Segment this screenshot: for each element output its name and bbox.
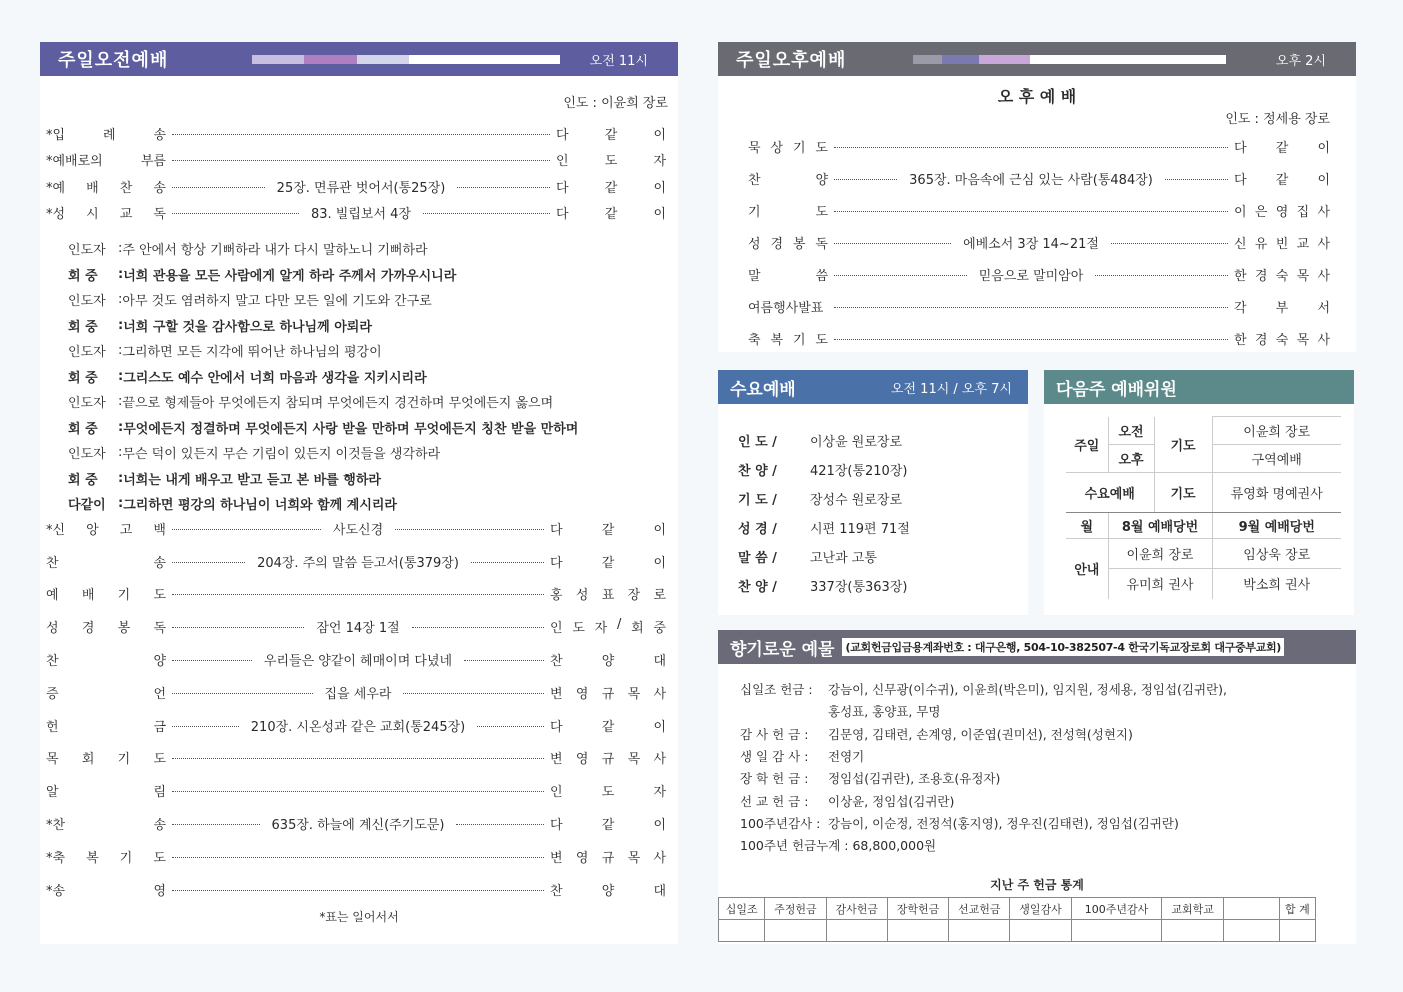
offering-category: 장 학 헌 금 : <box>740 771 809 787</box>
offering-names: 김문영, 김태련, 손계영, 이준엽(권미선), 전성혁(성현지) <box>828 726 1133 742</box>
item-person: 다 같 이 <box>556 127 666 143</box>
item-person: 다 같 이 <box>556 180 666 196</box>
offering-names: 전영기 <box>828 749 865 765</box>
morning-order-top <box>40 120 678 226</box>
offering-list <box>718 664 1356 856</box>
leader-dots <box>172 529 321 530</box>
leader-dots <box>464 660 544 661</box>
leader-dots <box>172 660 252 661</box>
wednesday-header <box>718 370 1028 404</box>
offering-names: 강늠이, 이순정, 전정석(홍지영), 정우진(김태련), 정임섭(김귀란) <box>828 815 1179 831</box>
afternoon-service-header <box>718 42 1356 76</box>
afternoon-item-row <box>748 258 1330 290</box>
next-week-table <box>1066 416 1341 599</box>
leader-dots <box>834 243 951 244</box>
wednesday-time: 오전 11시 / 오후 7시 <box>890 381 1012 397</box>
leader-dots <box>834 275 967 276</box>
month-label: 월 <box>1066 513 1108 539</box>
item-person: 변 영 규 목 사 <box>550 752 666 768</box>
item-label: 성 경 봉 독 <box>748 236 828 252</box>
item-label: 증 언 <box>46 686 166 702</box>
wednesday-item-value: 장성수 원로장로 <box>810 493 903 508</box>
morning-item-row <box>46 840 666 873</box>
morning-service-header <box>40 42 678 76</box>
wednesday-item-label: 찬 양 / <box>738 464 777 479</box>
morning-item-row <box>46 873 666 906</box>
afternoon-item-row <box>748 226 1330 258</box>
speaker: 인도자 <box>68 294 106 310</box>
afternoon-item-row <box>748 290 1330 322</box>
offering-header <box>718 630 1356 664</box>
item-person: 다 같 이 <box>550 818 666 834</box>
item-person: 다 같 이 <box>550 719 666 735</box>
leader-dots <box>1165 179 1228 180</box>
morning-item-row <box>46 173 666 200</box>
item-detail: 83. 빌립보서 4장 <box>311 207 412 223</box>
item-label: *성 시 교 독 <box>46 207 166 223</box>
responsive-line <box>40 262 678 288</box>
wednesday-item <box>738 571 1028 600</box>
afternoon-item-row <box>748 322 1330 354</box>
item-person: 인 도 자 <box>550 785 666 801</box>
morning-service-panel <box>40 42 678 944</box>
item-person: 다 같 이 <box>556 207 667 223</box>
item-person: 찬 양 대 <box>550 883 666 899</box>
header-decor-bar <box>862 55 1226 64</box>
afternoon-service-title: 주일오후예배 <box>736 50 847 71</box>
aug-guide-2: 유미희 권사 <box>1108 569 1212 599</box>
responsive-text: 그리하면 평강의 하나님이 너희와 함께 계시리라 <box>123 498 397 514</box>
offering-names: 이상윤, 정임섭(김귀란) <box>828 793 955 809</box>
wednesday-item <box>738 484 1028 513</box>
offering-category: 선 교 헌 금 : <box>740 793 809 809</box>
colon: : <box>118 266 124 282</box>
sunday-label: 주일 <box>1066 417 1108 473</box>
wednesday-item-label: 말 씀 / <box>738 551 777 566</box>
standing-footnote: *표는 일어서서 <box>319 909 399 924</box>
stats-cell <box>765 920 826 942</box>
stats-cell <box>826 920 887 942</box>
wednesday-item <box>738 426 1028 455</box>
item-label: 묵 상 기 도 <box>748 140 828 156</box>
wednesday-order <box>718 404 1028 600</box>
item-label: 찬 양 <box>46 654 166 670</box>
speaker: 회 중 <box>68 319 98 335</box>
leader-dots <box>172 187 265 188</box>
wed-prayer-name: 류영화 명예권사 <box>1212 473 1341 513</box>
morning-item-row <box>46 774 666 807</box>
item-detail: 635장. 하늘에 계신(주기도문) <box>271 818 445 834</box>
responsive-text: 끝으로 형제들아 무엇에든지 참되며 무엇에든지 경건하며 무엇에든지 옳으며 <box>122 396 554 412</box>
afternoon-subtitle: 오 후 예 배 <box>997 87 1077 106</box>
item-label: *신 앙 고 백 <box>46 522 166 538</box>
responsive-line <box>40 287 678 313</box>
am-prayer-name: 이윤희 장로 <box>1212 417 1341 445</box>
afternoon-item-row <box>748 162 1330 194</box>
leader-dots <box>172 594 544 595</box>
next-week-panel <box>1044 370 1354 615</box>
stats-cell <box>949 920 1010 942</box>
stats-col-header: 감사헌금 <box>826 898 887 920</box>
guide-label: 안내 <box>1074 563 1100 579</box>
item-label: *예 배 찬 송 <box>46 180 166 196</box>
item-person: 다 같 이 <box>1234 172 1330 188</box>
morning-item-row <box>46 200 666 227</box>
item-person: 다 같 이 <box>550 522 667 538</box>
leader-dots <box>172 213 299 214</box>
leader-dots <box>834 307 1228 308</box>
offering-line <box>740 789 1356 811</box>
responsive-line <box>40 313 678 339</box>
morning-item-row <box>46 742 666 775</box>
item-label: 찬 송 <box>46 555 166 571</box>
leader-dots <box>471 562 544 563</box>
wednesday-item <box>738 513 1028 542</box>
leader-dots <box>395 529 544 530</box>
speaker: 인도자 <box>68 396 106 412</box>
item-person: 한 경 숙 목 사 <box>1234 268 1331 284</box>
stats-col-header: 장학헌금 <box>887 898 948 920</box>
item-label: 여름행사발표 <box>748 300 824 316</box>
item-label: 성 경 봉 독 <box>46 621 166 637</box>
prayer-label: 기도 <box>1154 417 1212 473</box>
responsive-text: 너희 구할 것을 감사함으로 하나님께 아뢰라 <box>123 319 372 335</box>
item-person: 다 같 이 <box>550 555 667 571</box>
item-label: 예 배 기 도 <box>46 588 166 604</box>
item-label: *예배로의 부름 <box>46 154 166 170</box>
stats-col-header: 주정헌금 <box>765 898 826 920</box>
responsive-line <box>40 338 678 364</box>
item-person: 변 영 규 목 사 <box>550 686 666 702</box>
morning-item-row <box>46 545 666 578</box>
item-person: 신 유 빈 교 사 <box>1234 236 1330 252</box>
item-label: 기 도 <box>748 204 828 220</box>
leader-dots <box>172 857 544 858</box>
leader-dots <box>412 627 544 628</box>
item-label: *송 영 <box>46 883 166 899</box>
stats-title: 지난 주 헌금 통계 <box>990 878 1084 893</box>
wednesday-item <box>738 455 1028 484</box>
colon: : <box>118 394 123 410</box>
speaker: 회 중 <box>68 472 98 488</box>
item-person: 인 도 자 / 회 중 <box>550 617 666 637</box>
afternoon-order <box>718 130 1356 354</box>
offering-line <box>740 834 1356 856</box>
responsive-text: 너희 관용을 모든 사람에게 알게 하라 주께서 가까우시니라 <box>123 268 457 284</box>
speaker: 회 중 <box>68 370 98 386</box>
colon: : <box>118 292 123 308</box>
offering-category: 십일조 헌금 : <box>740 682 813 698</box>
item-detail: 믿음으로 말미암아 <box>978 268 1084 284</box>
sep-guide-1: 임상욱 장로 <box>1212 539 1341 569</box>
colon: : <box>118 241 123 257</box>
wednesday-item-label: 인 도 / <box>738 435 777 450</box>
leader-dots <box>457 187 550 188</box>
offering-line <box>740 700 1356 722</box>
offering-category: 감 사 헌 금 : <box>740 726 809 742</box>
afternoon-item-row <box>748 130 1330 162</box>
offering-line <box>740 678 1356 700</box>
wednesday-item-value: 337장(통363장) <box>810 580 908 595</box>
offering-line <box>740 745 1356 767</box>
stats-col-header: 합 계 <box>1279 898 1315 920</box>
pm-label: 오후 <box>1108 445 1154 473</box>
item-label: 알 림 <box>46 785 166 801</box>
item-person: 다 같 이 <box>1234 140 1330 156</box>
stats-col-header: 선교헌금 <box>949 898 1010 920</box>
sep-duty-label: 9월 예배당번 <box>1212 513 1341 539</box>
wednesday-item-value: 고난과 고통 <box>810 551 877 566</box>
offering-category: 100주년감사 : <box>740 815 821 831</box>
item-person: 인 도 자 <box>556 154 666 170</box>
item-person: 이 은 영 집 사 <box>1234 204 1330 220</box>
leader-dots <box>172 791 544 792</box>
offering-names: 강늠이, 신무광(이수귀), 이윤희(박은미), 임지원, 정세용, 정임섭(김귀란), <box>828 682 1227 698</box>
responsive-text: 그리스도 예수 안에서 너희 마음과 생각을 지키시리라 <box>123 370 427 386</box>
offering-line <box>740 723 1356 745</box>
responsive-line <box>40 466 678 492</box>
colon: : <box>118 343 123 359</box>
item-detail: 204장. 주의 말씀 듣고서(통379장) <box>257 555 459 571</box>
wednesday-item-value: 이상윤 원로장로 <box>810 435 903 450</box>
aug-guide-1: 이윤희 장로 <box>1108 539 1212 569</box>
leader-dots <box>172 627 304 628</box>
item-detail: 우리들은 양같이 헤매이며 다녔네 <box>263 654 453 670</box>
colon: : <box>118 368 124 384</box>
wednesday-item <box>738 542 1028 571</box>
colon: : <box>118 445 123 461</box>
morning-item-row <box>46 709 666 742</box>
responsive-line <box>40 364 678 390</box>
responsive-text: 아무 것도 염려하지 말고 다만 모든 일에 기도와 간구로 <box>122 294 432 310</box>
morning-service-title: 주일오전예배 <box>58 50 169 71</box>
morning-item-row <box>46 610 666 643</box>
wed-prayer-label: 기도 <box>1154 473 1212 513</box>
am-label: 오전 <box>1108 417 1154 445</box>
morning-item-row <box>46 578 666 611</box>
pm-prayer-name: 구역예배 <box>1212 445 1341 473</box>
item-detail: 210장. 시온성과 같은 교회(통245장) <box>250 719 466 735</box>
morning-service-time: 오전 11시 <box>589 53 648 69</box>
afternoon-service-panel <box>718 42 1356 352</box>
leader-dots <box>834 179 897 180</box>
leader-dots <box>834 147 1228 148</box>
item-label: 축 복 기 도 <box>748 332 828 348</box>
stats-cell <box>1279 920 1315 942</box>
account-info: (교회헌금입금용계좌번호 : 대구은행, 504-10-382507-4 한국기독교장로회 대구중부교회) <box>842 638 1284 656</box>
leader-dots <box>1095 275 1228 276</box>
wednesday-item-value: 421장(통210장) <box>810 464 908 479</box>
stats-col-header: 생일감사 <box>1010 898 1071 920</box>
leader-dots <box>834 339 1228 340</box>
afternoon-service-time: 오후 2시 <box>1275 53 1326 69</box>
item-label: *입 례 송 <box>46 127 166 143</box>
speaker: 회 중 <box>68 421 98 437</box>
item-label: 헌 금 <box>46 719 166 735</box>
offering-names: 정임섭(김귀란), 조용호(유정자) <box>828 771 1001 787</box>
responsive-line <box>40 440 678 466</box>
offering-names: 68,800,000원 <box>852 838 937 854</box>
responsive-reading <box>40 226 678 512</box>
item-detail: 사도신경 <box>332 522 384 538</box>
responsive-text: 무엇에든지 정결하며 무엇에든지 사랑 받을 만하며 무엇에든지 칭찬 받을 만하며 <box>123 421 579 437</box>
morning-item-row <box>46 147 666 174</box>
stats-cell <box>1223 920 1279 942</box>
item-label: 목 회 기 도 <box>46 752 166 768</box>
header-decor-bar <box>184 55 559 64</box>
morning-item-row <box>46 643 666 676</box>
morning-item-row <box>46 120 666 147</box>
responsive-text: 너희는 내게 배우고 받고 듣고 본 바를 행하라 <box>123 472 381 488</box>
leader-dots <box>172 160 550 161</box>
item-detail: 에베소서 3장 14~21절 <box>963 236 1099 252</box>
leader-dots <box>1111 243 1228 244</box>
speaker: 인도자 <box>68 447 106 463</box>
item-person: 찬 양 대 <box>550 654 666 670</box>
wed-label: 수요예배 <box>1066 473 1154 513</box>
leader-dots <box>172 134 550 135</box>
leader-dots <box>172 890 544 891</box>
item-detail: 집을 세우라 <box>324 686 392 702</box>
morning-item-row <box>46 512 666 545</box>
offering-line <box>740 767 1356 789</box>
item-label: *축 복 기 도 <box>46 850 166 866</box>
leader-dots <box>456 824 544 825</box>
wednesday-item-value: 시편 119편 71절 <box>810 522 910 537</box>
leader-dots <box>172 726 239 727</box>
responsive-text: 무슨 덕이 있든지 무슨 기림이 있든지 이것들을 생각하라 <box>122 447 441 463</box>
item-detail: 365장. 마음속에 근심 있는 사람(통484장) <box>909 172 1153 188</box>
sep-guide-2: 박소희 권사 <box>1212 569 1341 599</box>
speaker: 인도자 <box>68 243 106 259</box>
item-label: 말 씀 <box>748 268 828 284</box>
item-person: 홍 성 표 장 로 <box>550 588 666 604</box>
stats-cell <box>1162 920 1223 942</box>
leader-dots <box>477 726 544 727</box>
offering-title: 향기로운 예물 <box>730 639 835 660</box>
speaker: 다같이 <box>68 498 106 514</box>
offering-names: 홍성표, 홍양표, 무명 <box>828 704 941 720</box>
speaker: 회 중 <box>68 268 98 284</box>
stats-col-header <box>1223 898 1279 920</box>
responsive-text: 그리하면 모든 지각에 뛰어난 하나님의 평강이 <box>122 345 382 361</box>
stats-cell <box>1071 920 1162 942</box>
speaker: 인도자 <box>68 345 106 361</box>
offering-line <box>740 812 1356 834</box>
colon: : <box>118 317 124 333</box>
afternoon-leader: 인도 : 정세용 장로 <box>1225 112 1330 127</box>
item-person: 한 경 숙 목 사 <box>1234 332 1330 348</box>
afternoon-item-row <box>748 194 1330 226</box>
stats-cell <box>887 920 948 942</box>
wednesday-item-label: 찬 양 / <box>738 580 777 595</box>
colon: : <box>118 470 124 486</box>
item-label: 찬 양 <box>748 172 828 188</box>
stats-cell <box>719 920 765 942</box>
morning-leader: 인도 : 이윤희 장로 <box>563 96 668 111</box>
offering-category: 생 일 감 사 : <box>740 749 809 765</box>
responsive-line <box>40 415 678 441</box>
stats-cell <box>1010 920 1071 942</box>
item-person: 각 부 서 <box>1234 300 1330 316</box>
leader-dots <box>172 758 544 759</box>
wednesday-service-panel <box>718 370 1028 615</box>
leader-dots <box>403 693 544 694</box>
aug-duty-label: 8월 예배당번 <box>1108 513 1212 539</box>
leader-dots <box>834 211 1228 212</box>
offering-panel <box>718 630 1356 944</box>
leader-dots <box>423 213 550 214</box>
morning-item-row <box>46 807 666 840</box>
stats-col-header: 100주년감사 <box>1071 898 1162 920</box>
item-detail: 잠언 14장 1절 <box>316 621 400 637</box>
stats-col-header: 교회학교 <box>1162 898 1223 920</box>
item-detail: 25장. 면류관 벗어서(통25장) <box>276 180 446 196</box>
responsive-line <box>40 389 678 415</box>
item-label: *찬 송 <box>46 818 166 834</box>
offering-category: 100주년 헌금누계 : <box>740 838 849 854</box>
wednesday-title: 수요예배 <box>730 379 796 400</box>
stats-col-header: 십일조 <box>719 898 765 920</box>
colon: : <box>118 496 124 512</box>
colon: : <box>118 419 124 435</box>
responsive-line <box>40 236 678 262</box>
wednesday-item-label: 성 경 / <box>738 522 777 537</box>
next-week-header <box>1044 370 1354 404</box>
responsive-text: 주 안에서 항상 기뻐하라 내가 다시 말하노니 기뻐하라 <box>122 243 428 259</box>
leader-dots <box>172 562 245 563</box>
wednesday-item-label: 기 도 / <box>738 493 777 508</box>
morning-order-bottom <box>40 512 678 906</box>
morning-item-row <box>46 676 666 709</box>
offering-stats-table <box>718 897 1316 942</box>
next-week-title: 다음주 예배위원 <box>1056 379 1177 400</box>
leader-dots <box>172 824 260 825</box>
leader-dots <box>172 693 313 694</box>
item-person: 변 영 규 목 사 <box>550 850 666 866</box>
